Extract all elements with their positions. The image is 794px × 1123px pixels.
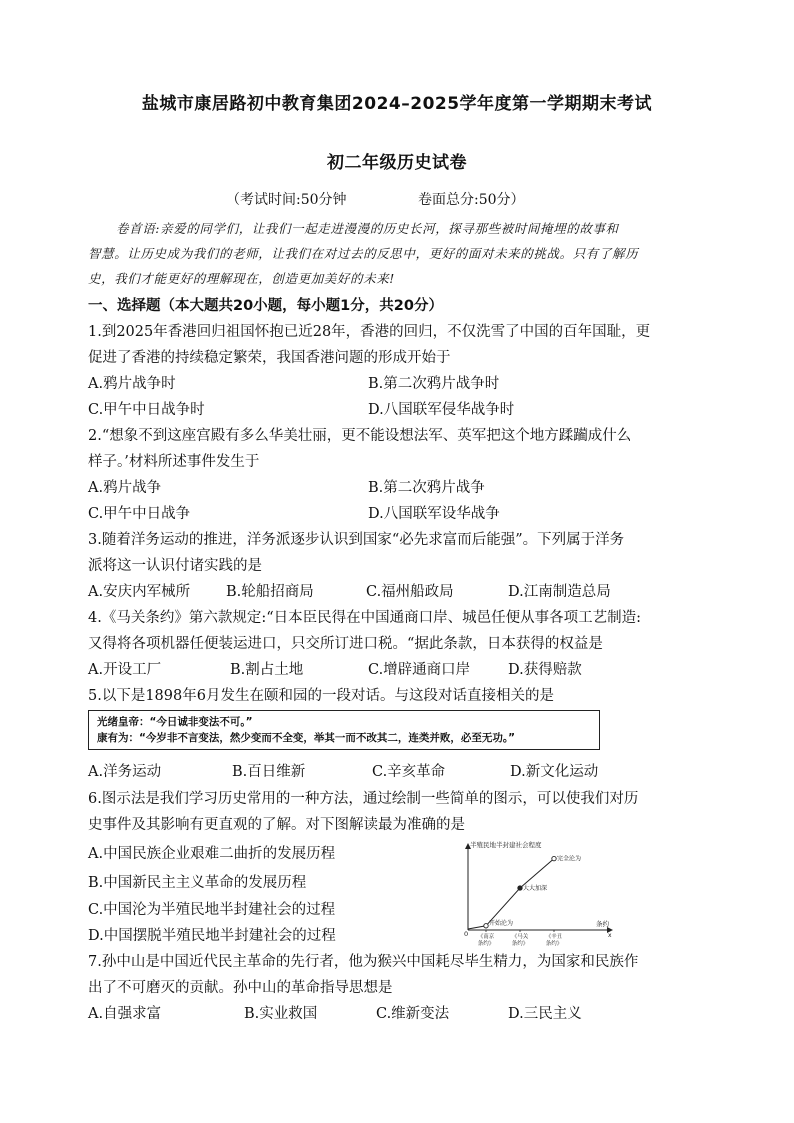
dialogue-line-2: 康有为：“今岁非不言变法，然少变而不全变，举其一而不改其二，连类并败，必至无功。”: [97, 732, 516, 744]
x-axis-unit: x: [608, 932, 612, 939]
q2-line-1: 2.“想象不到这座宫殿有多么华美壮丽，更不能设想法军、英军把这个地方蹂躏成什么: [88, 428, 632, 444]
q6-option-c: C.中国沦为半殖民地半封建社会的过程: [88, 902, 336, 918]
history-process-chart: [458, 838, 618, 950]
data-point: [484, 924, 488, 928]
chart-series: [468, 855, 581, 947]
exam-time: （考试时间:50分钟: [226, 192, 347, 208]
q7-option-a: A.自强求富: [88, 1006, 162, 1022]
dialogue-box: [88, 710, 600, 750]
q3-option-c: C.福州船政局: [366, 584, 454, 600]
q2-line-2: 样子。’材料所述事件发生于: [88, 454, 260, 470]
preface-line-1: 卷首语:亲爱的同学们，让我们一起走进漫漫的历史长河，探寻那些被时间掩埋的故事和: [116, 221, 619, 236]
q1-option-b: B.第二次鸦片战争时: [368, 376, 500, 392]
q4-line-1: 4.《马关条约》第六款规定:“日本臣民得在中国通商口岸、城邑任便从事各项工艺制造:: [88, 610, 642, 626]
origin-label: 0: [464, 930, 469, 938]
q2-option-c: C.甲午中日战争: [88, 506, 191, 522]
q3-line-1: 3.随着洋务运动的推进，洋务派逐步认识到国家“必先求富而后能强”。下列属于洋务: [88, 532, 625, 548]
q1-option-d: D.八国联军侵华战争时: [368, 402, 515, 418]
preface-line-2: 智慧。让历史成为我们的老师，让我们在对过去的反思中，更好的面对未来的挑战。只有了解历: [88, 246, 639, 261]
q7-line-2: 出了不可磨灭的贡献。孙中山的革命指导思想是: [88, 980, 393, 996]
q3-option-d: D.江南制造总局: [508, 584, 611, 600]
data-point-label: 完全沦为: [557, 855, 582, 863]
q3-line-2: 派将这一认识付诸实践的是: [88, 558, 262, 574]
q4-option-c: C.增辟通商口岸: [368, 662, 471, 678]
q6-option-b: B.中国新民主主义革命的发展历程: [88, 875, 307, 891]
section-title: 一、选择题（本大题共20小题，每小题1分，共20分）: [88, 298, 443, 314]
q7-line-1: 7.孙中山是中国近代民主革命的先行者，他为猴兴中国耗尽毕生精力，为国家和民族作: [88, 954, 639, 970]
q1-option-a: A.鸦片战争时: [88, 376, 176, 392]
x-axis-label: 条约: [596, 920, 609, 928]
q7-option-c: C.维新变法: [376, 1006, 450, 1022]
q1-line-1: 1.到2025年香港回归祖国怀抱已近28年，香港的回归，不仅洗雪了中国的百年国耻，更: [88, 324, 651, 340]
x-tick-label: 《马关: [511, 934, 529, 940]
q6-line-2: 史事件及其影响有更直观的了解。对下图解读最为准确的是: [88, 817, 465, 833]
x-tick-label: 条约》: [511, 941, 529, 947]
data-point: [518, 886, 522, 890]
q4-option-d: D.获得赔款: [508, 662, 582, 678]
q5-option-a: A.洋务运动: [88, 764, 162, 780]
q3-option-b: B.轮船招商局: [226, 584, 314, 600]
q2-option-b: B.第二次鸦片战争: [368, 480, 485, 496]
q1-line-2: 促进了香港的持续稳定繁荣，我国香港问题的形成开始于: [88, 350, 451, 366]
data-point-label: 开始沦为: [489, 919, 514, 927]
q6-line-1: 6.图示法是我们学习历史常用的一种方法，通过绘制一些简单的图示，可以使我们对历: [88, 791, 639, 807]
data-point: [552, 856, 556, 860]
q7-option-d: D.三民主义: [508, 1006, 582, 1022]
q7-option-b: B.实业救国: [244, 1006, 318, 1022]
q3-option-a: A.安庆内军械所: [88, 584, 191, 600]
q5-option-c: C.辛亥革命: [372, 764, 446, 780]
exam-score: 卷面总分:50分）: [418, 192, 525, 208]
preface: [88, 216, 710, 291]
q6-option-a: A.中国民族企业艰难二曲折的发展历程: [88, 846, 336, 862]
x-tick-label: 条约》: [477, 941, 495, 947]
exam-title: 盐城市康居路初中教育集团2024–2025学年度第一学期期末考试: [141, 94, 653, 114]
q4-option-b: B.割占土地: [230, 662, 304, 678]
q2-option-a: A.鸦片战争: [88, 480, 162, 496]
q5-option-b: B.百日维新: [232, 764, 306, 780]
x-tick-label: 《南京: [477, 934, 495, 940]
q4-option-a: A.开设工厂: [88, 662, 162, 678]
exam-subtitle: 初二年级历史试卷: [327, 153, 467, 173]
q5-line-1: 5.以下是1898年6月发生在颐和园的一段对话。与这段对话直接相关的是: [88, 688, 554, 704]
x-tick-label: 《辛丑: [545, 934, 563, 940]
q4-line-2: 又得将各项机器任便装运进口，只交所订进口税。“据此条款，日本获得的权益是: [88, 636, 603, 652]
y-axis-label: 半殖民地半封建社会程度: [470, 841, 542, 849]
dialogue-line-1: 光绪皇帝：“今日诚非变法不可。”: [97, 716, 253, 728]
preface-line-3: 史，我们才能更好的理解现在，创造更加美好的未来!: [88, 271, 395, 286]
data-point-label: 大大加深: [523, 885, 548, 892]
q6-option-d: D.中国摆脱半殖民地半封建社会的过程: [88, 928, 336, 944]
series-line: [468, 859, 554, 929]
q5-option-d: D.新文化运动: [510, 764, 599, 780]
q2-option-d: D.八国联军设华战争: [368, 506, 500, 522]
x-tick-label: 条约》: [545, 941, 563, 947]
q1-option-c: C.甲午中日战争时: [88, 402, 205, 418]
